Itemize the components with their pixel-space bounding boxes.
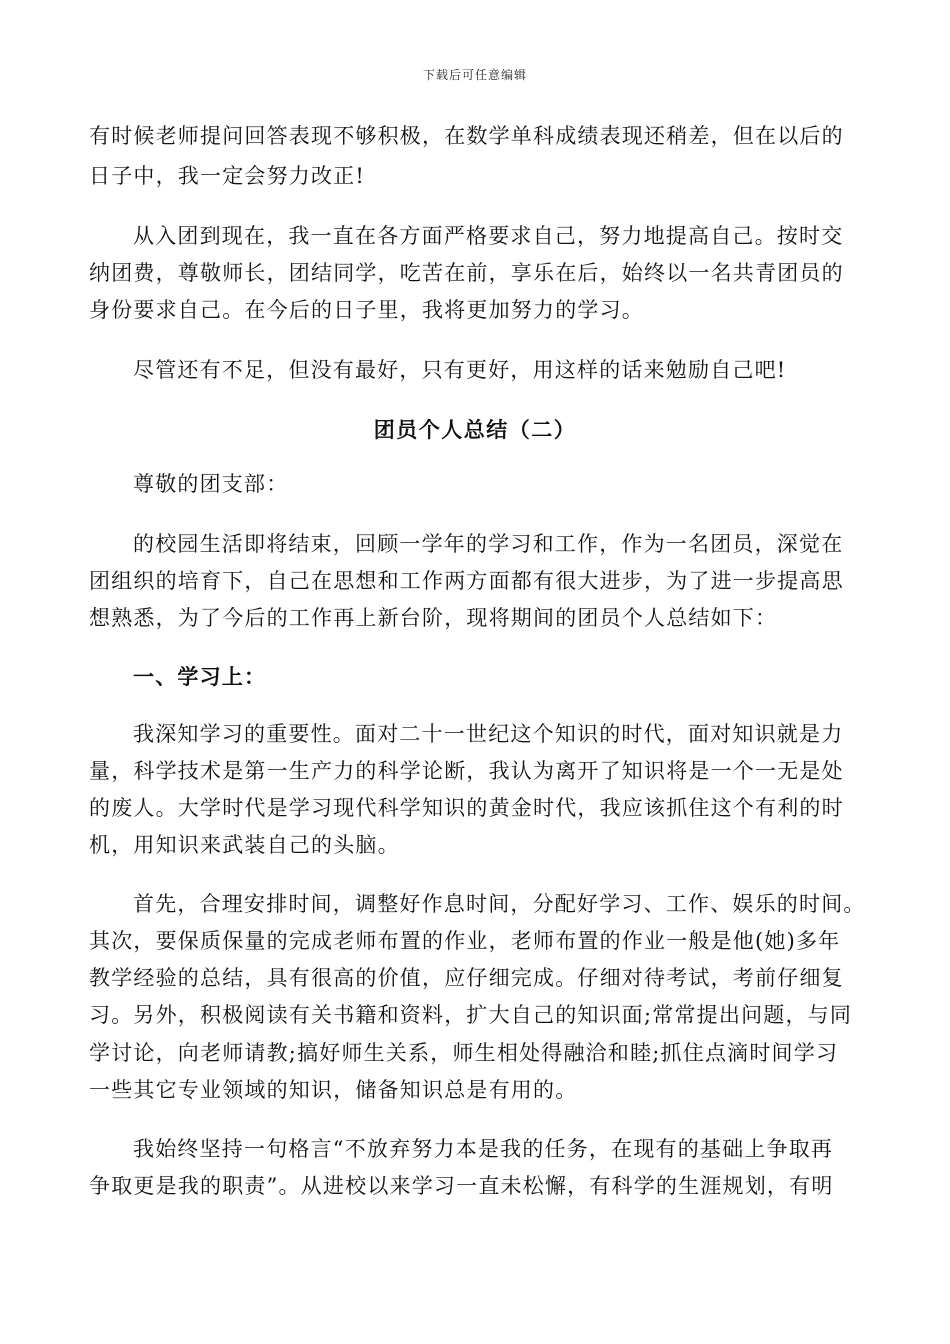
subsection-heading: 一、学习上：	[133, 664, 267, 689]
paragraph-line: 我始终坚持一句格言“不放弃努力本是我的任务，在现有的基础上争取再	[133, 1137, 834, 1161]
paragraph-line: 量，科学技术是第一生产力的科学论断，我认为离开了知识将是一个一无是处	[89, 759, 844, 783]
paragraph-line: 一些其它专业领域的知识，储备知识总是有用的。	[89, 1078, 578, 1102]
paragraph-line: 日子中，我一定会努力改正!	[89, 164, 366, 188]
paragraph-line: 我深知学习的重要性。面对二十一世纪这个知识的时代，面对知识就是力	[133, 722, 844, 746]
paragraph-line: 纳团费，尊敬师长，团结同学，吃苦在前，享乐在后，始终以一名共青团员的	[89, 261, 844, 285]
paragraph-line: 争取更是我的职责”。从进校以来学习一直未松懈，有科学的生涯规划，有明	[89, 1174, 834, 1198]
paragraph-line: 想熟悉，为了今后的工作再上新台阶，现将期间的团员个人总结如下：	[89, 606, 778, 630]
paragraph-line: 尽管还有不足，但没有最好，只有更好，用这样的话来勉励自己吧!	[133, 358, 787, 382]
paragraph-line: 首先，合理安排时间，调整好作息时间，分配好学习、工作、娱乐的时间。	[133, 892, 866, 916]
paragraph-line: 其次，要保质保量的完成老师布置的作业，老师布置的作业一般是他(她)多年	[89, 929, 841, 953]
page-header: 下载后可任意编辑	[422, 68, 527, 82]
salutation: 尊敬的团支部：	[133, 472, 289, 496]
paragraph-line: 习。另外，积极阅读有关书籍和资料，扩大自己的知识面;常常提出问题，与同	[89, 1003, 853, 1027]
paragraph-line: 身份要求自己。在今后的日子里，我将更加努力的学习。	[89, 298, 644, 322]
section-title: 团员个人总结（二）	[373, 417, 577, 442]
paragraph-line: 团组织的培育下，自己在思想和工作两方面都有很大进步，为了进一步提高思	[89, 569, 844, 593]
paragraph-line: 从入团到现在，我一直在各方面严格要求自己，努力地提高自己。按时交	[133, 224, 844, 248]
paragraph-line: 有时候老师提问回答表现不够积极，在数学单科成绩表现还稍差，但在以后的	[89, 124, 844, 148]
paragraph-line: 的校园生活即将结束，回顾一学年的学习和工作，作为一名团员，深觉在	[133, 532, 844, 556]
paragraph-line: 教学经验的总结，具有很高的价值，应仔细完成。仔细对待考试，考前仔细复	[89, 966, 844, 990]
paragraph-line: 的废人。大学时代是学习现代科学知识的黄金时代，我应该抓住这个有利的时	[89, 796, 844, 820]
paragraph-line: 机，用知识来武装自己的头脑。	[89, 833, 400, 857]
paragraph-line: 学讨论，向老师请教;搞好师生关系，师生相处得融洽和睦;抓住点滴时间学习	[89, 1041, 839, 1065]
